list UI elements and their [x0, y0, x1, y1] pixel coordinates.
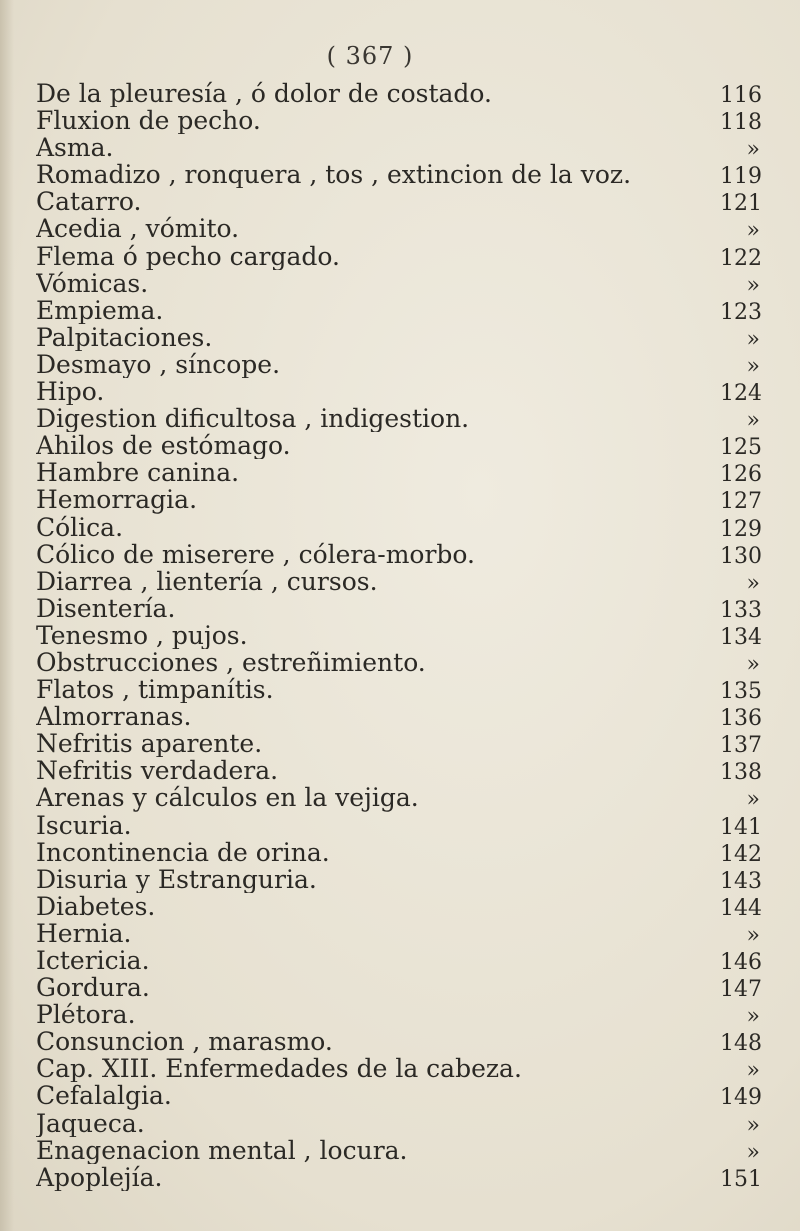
entry-title: Consuncion , marasmo. [36, 1028, 333, 1056]
entry-page-number: 123 [720, 299, 762, 325]
entry-page-number: 118 [720, 110, 762, 136]
entry-page-number: 137 [720, 733, 762, 759]
entry-page-number: » [746, 922, 760, 948]
entry-title: Cefalalgia. [36, 1082, 172, 1110]
entry-title: Tenesmo , pujos. [36, 621, 248, 649]
index-entry [36, 1028, 760, 1055]
entry-page-number: 116 [720, 83, 762, 108]
index-entry [36, 812, 760, 839]
entry-page-number: 124 [720, 381, 762, 407]
index-entry [36, 784, 760, 811]
entry-title: Arenas y cálculos en la vejiga. [36, 784, 419, 812]
entry-title: Flatos , timpanítis. [36, 676, 274, 704]
entry-page-number: » [746, 408, 760, 434]
entry-title: Disentería. [36, 594, 176, 622]
entry-title: Flema ó pecho cargado. [36, 242, 340, 270]
entry-title: Obstrucciones , estreñimiento. [36, 648, 426, 677]
page-number: ( 367 ) [326, 42, 414, 70]
entry-title: Vómicas. [36, 269, 149, 297]
entry-title: Gordura. [36, 974, 150, 1002]
entry-page-number: 129 [720, 516, 762, 542]
entry-page-number: 133 [720, 597, 762, 623]
entry-page-number: 147 [720, 977, 762, 1003]
entry-title: Hambre canina. [36, 459, 240, 487]
entry-title: Nefritis verdadera. [36, 757, 279, 785]
index-entry [36, 134, 760, 161]
index-entry [36, 676, 760, 703]
entry-title: Hemorragia. [36, 486, 198, 514]
entry-page-number: 144 [720, 895, 762, 921]
entry-page-number: » [746, 137, 760, 163]
entry-title: Almorranas. [36, 703, 192, 731]
index-entry [36, 351, 760, 378]
entry-page-number: 143 [720, 868, 762, 894]
index-entry [36, 405, 760, 432]
index-entry [36, 541, 760, 568]
entry-title: Jaqueca. [36, 1109, 145, 1137]
entry-page-number: » [746, 570, 760, 596]
index-entry [36, 324, 760, 351]
entry-title: Cólica. [36, 513, 124, 541]
entry-title: Acedia , vómito. [36, 215, 240, 243]
index-entry [36, 270, 760, 297]
index-entry [36, 1110, 760, 1137]
index-entry [36, 188, 760, 215]
entry-title: Plétora. [36, 1001, 136, 1029]
entry-page-number: » [746, 326, 760, 352]
entry-title: Hernia. [36, 919, 132, 947]
entry-title: Diarrea , lientería , cursos. [36, 567, 378, 595]
entry-page-number: 134 [720, 624, 762, 650]
entry-title: Diabetes. [36, 892, 156, 920]
entry-page-number: » [746, 1004, 760, 1030]
index-entry [36, 243, 760, 270]
entry-title: Cap. XIII. Enfermedades de la cabeza. [36, 1055, 522, 1083]
entry-page-number: » [746, 651, 760, 677]
entry-page-number: 141 [720, 814, 762, 840]
index-entry [36, 703, 760, 730]
entry-title: De la pleuresía , ó dolor de costado. [36, 80, 492, 108]
entry-title: Hipo. [36, 378, 105, 406]
index-entry [36, 486, 760, 513]
entry-page-number: 125 [720, 435, 762, 461]
entry-page-number: » [746, 272, 760, 298]
entry-page-number: » [746, 353, 760, 379]
entry-page-number: 122 [720, 245, 762, 271]
index-entry [36, 920, 760, 947]
index-entry [36, 1164, 760, 1191]
index-entry [36, 839, 760, 866]
index-entry [36, 297, 760, 324]
entry-title: Digestion dificultosa , indigestion. [36, 405, 470, 433]
entry-page-number: 148 [720, 1031, 762, 1057]
entry-title: Disuria y Estranguria. [36, 865, 317, 893]
entry-page-number: » [746, 787, 760, 813]
entry-title: Romadizo , ronquera , tos , extincion de la voz. [36, 161, 632, 189]
entry-page-number: 127 [720, 489, 762, 515]
entry-page-number: 130 [720, 543, 762, 569]
index-entry [36, 730, 760, 757]
page-edge-shadow [0, 0, 14, 1231]
index-entry [36, 974, 760, 1001]
entry-title: Incontinencia de orina. [36, 838, 330, 866]
entry-title: Enagenacion mental , locura. [36, 1136, 408, 1164]
index-entry [36, 866, 760, 893]
index-entry [36, 215, 760, 242]
entry-page-number: 142 [720, 841, 762, 867]
entry-page-number: 151 [720, 1166, 762, 1192]
index-entry [36, 947, 760, 974]
entry-page-number: 135 [720, 679, 762, 705]
index-entry [36, 514, 760, 541]
index-entry [36, 432, 760, 459]
entry-title: Desmayo , síncope. [36, 350, 281, 379]
entry-page-number: » [746, 218, 760, 244]
entry-title: Cólico de miserere , cólera-morbo. [36, 540, 475, 568]
entry-title: Catarro. [36, 188, 142, 216]
index-entry [36, 161, 760, 188]
index-entry [36, 893, 760, 920]
index-entry [36, 595, 760, 622]
entry-title: Nefritis aparente. [36, 730, 263, 758]
entry-page-number: 149 [720, 1085, 762, 1111]
entry-title: Ictericia. [36, 947, 150, 975]
entry-page-number: 146 [720, 950, 762, 975]
entry-page-number: 136 [720, 706, 762, 732]
index-entry [36, 649, 760, 676]
entry-page-number: 119 [720, 164, 762, 190]
entry-page-number: » [746, 1058, 760, 1084]
index-entry [36, 568, 760, 595]
index-entry [36, 80, 760, 107]
entry-title: Palpitaciones. [36, 323, 213, 351]
entry-page-number: 121 [720, 191, 762, 217]
entry-title: Empiema. [36, 296, 164, 324]
index-entry [36, 757, 760, 784]
entry-title: Ahilos de estómago. [36, 432, 291, 460]
index-entry [36, 1137, 760, 1164]
index-entry [36, 1055, 760, 1082]
index-entry [36, 1001, 760, 1028]
entry-page-number: 138 [720, 760, 762, 786]
entry-title: Apoplejía. [36, 1163, 163, 1191]
index-entry [36, 107, 760, 134]
entry-title: Fluxion de pecho. [36, 107, 261, 135]
index-entry [36, 1082, 760, 1109]
index-entry [36, 622, 760, 649]
index-entry [36, 459, 760, 486]
entry-title: Asma. [36, 134, 114, 162]
entry-page-number: » [746, 1139, 760, 1165]
entry-title: Iscuria. [36, 811, 132, 839]
entry-page-number: 126 [720, 462, 762, 488]
entry-page-number: » [746, 1112, 760, 1138]
index-list [36, 80, 760, 1191]
index-entry [36, 378, 760, 405]
